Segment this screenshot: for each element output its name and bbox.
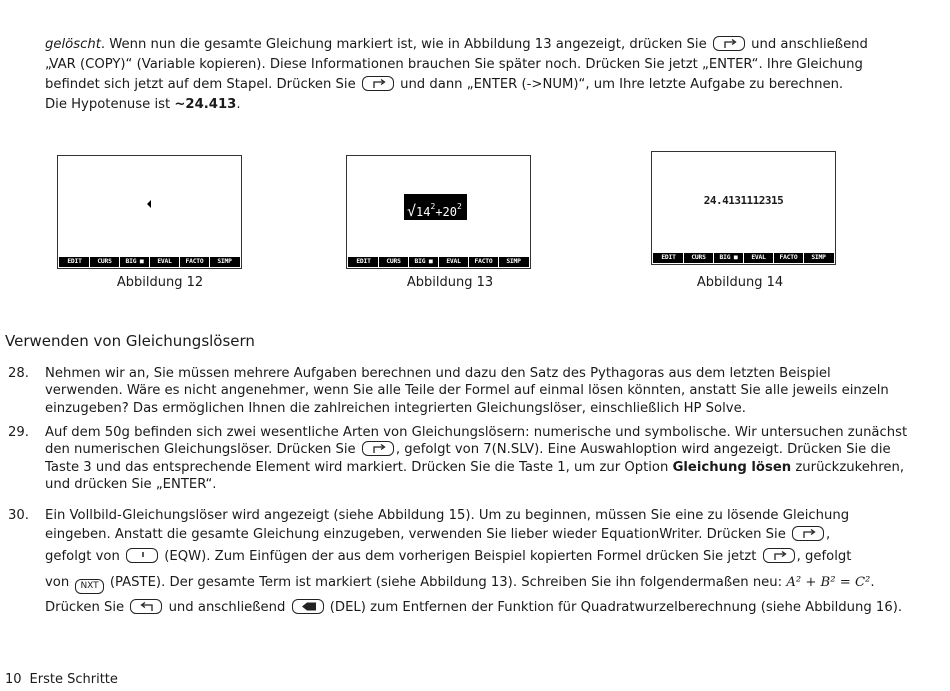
intro-paragraph (45, 35, 905, 115)
hypotenuse-value: ~24.413 (174, 97, 237, 112)
figure-13-screen (346, 155, 531, 269)
item-number: 30. (8, 508, 29, 523)
softkey-facto: FACTO (179, 257, 209, 267)
right-shift-key-icon (763, 548, 795, 563)
item-body (45, 365, 905, 417)
right-shift-key-icon (792, 526, 824, 541)
softkey-curs: CURS (378, 257, 408, 267)
softkey-eval: EVAL (743, 253, 773, 263)
item-line (45, 599, 905, 616)
figure-12-screen (57, 155, 242, 269)
softkey-edit: EDIT (661, 254, 676, 261)
item-line (45, 526, 905, 543)
item-line: einzugeben? Das ermöglichen Ihnen die zahlreichen integrierten Gleichungslöser, einschließlich HP Solve. (45, 400, 746, 416)
right-shift-key-icon (713, 36, 745, 51)
item-line (45, 548, 905, 565)
right-shift-key-icon (362, 441, 394, 456)
pythagoras-equation: A² + B² = C² (786, 574, 871, 590)
softkey-big: BIG ■ (408, 257, 438, 267)
item-text: , gefolgt (796, 548, 852, 564)
softkey-big: BIG ■ (119, 257, 149, 267)
softkey-simp: SIMP (209, 257, 239, 267)
item-line (45, 441, 905, 458)
expr-base-1: 14 (416, 205, 431, 219)
result-value: 24.4131112315 (703, 194, 784, 207)
expr-exp-2: 2 (457, 202, 462, 211)
item-line: verwenden. Wäre es nicht angenehmer, wenn Sie alle Teile der Formel auf einmal lösen könnten, anstatt Sie alle jeweils einzeln (45, 383, 889, 399)
softkey-facto: FACTO (773, 253, 803, 263)
softkey-big: BIG ■ (713, 253, 743, 263)
item-text: (PASTE). Der gesamte Term ist markiert (siehe Abbildung 13). Schreiben Sie ihn folgendermaßen neu: (109, 574, 783, 590)
item-text: gefolgt von (45, 548, 120, 564)
expr-plus: + (435, 205, 443, 219)
cursor-icon (146, 199, 154, 209)
intro-text-1: . Wenn nun die gesamte Gleichung markiert ist, wie in Abbildung 13 angezeigt, drücken Sie (100, 37, 707, 52)
item-body (45, 424, 908, 493)
item-number: 29. (8, 425, 29, 440)
item-line (45, 459, 905, 476)
intro-text-4c: . (236, 97, 241, 112)
item-number: 28. (8, 366, 29, 381)
item-text: . (870, 574, 875, 590)
softkey-edit: EDIT (67, 258, 82, 265)
softkey-eval: EVAL (149, 257, 179, 267)
item-text: eingeben. Anstatt die gesamte Gleichung einzugeben, verwenden Sie lieber wieder EquationWriter. Drücken Sie (45, 527, 786, 543)
figure-13-caption: Abbildung 13 (406, 275, 494, 290)
left-shift-key-icon (130, 599, 162, 614)
softkey-simp: SIMP (498, 257, 528, 267)
figure-14-caption: Abbildung 14 (696, 275, 784, 290)
section-heading: Verwenden von Gleichungslösern (5, 332, 255, 350)
item-line: und drücken Sie „ENTER“. (45, 476, 217, 492)
item-text: von (45, 574, 70, 590)
intro-text-3a: befindet sich jetzt auf dem Stapel. Drücken Sie (45, 77, 356, 92)
sqrt-icon: √ (407, 202, 417, 220)
option-name: Gleichung lösen (672, 459, 792, 475)
item-text: (DEL) zum Entfernen der Funktion für Quadratwurzelberechnung (siehe Abbildung 16). (329, 599, 903, 615)
page-footer (5, 672, 118, 687)
item-text: den numerischen Gleichungslöser. Drücken Sie (45, 442, 356, 458)
intro-text-4a: Die Hypotenuse ist (45, 97, 171, 112)
intro-line-4 (45, 95, 905, 115)
softkey-curs: CURS (89, 257, 119, 267)
nxt-key-icon: NXT (75, 579, 103, 594)
item-text: Drücken Sie (45, 599, 125, 615)
softkey-eval: EVAL (438, 257, 468, 267)
item-text: Taste 3 und das entsprechende Element wird markiert. Drücken Sie die Taste 1, um zur Option (45, 459, 669, 475)
intro-line-1 (45, 35, 905, 55)
softkey-facto: FACTO (468, 257, 498, 267)
intro-line-3 (45, 75, 905, 95)
page-number: 10 (5, 672, 22, 687)
intro-line-2: „VAR (COPY)“ (Variable kopieren). Diese Informationen brauchen Sie später noch. Drücken Sie jetzt „ENTER“. Ihre Gleichung (45, 57, 863, 72)
expr-exp-1: 2 (430, 202, 436, 211)
item-line: Ein Vollbild-Gleichungslöser wird angezeigt (siehe Abbildung 15). Um zu beginnen, müssen Sie eine zu lösende Gleichung (45, 508, 850, 523)
item-text: , gefolgt von 7(N.SLV). Eine Auswahloption wird angezeigt. Drücken Sie die (395, 442, 891, 458)
softkey-bar (59, 257, 240, 267)
item-text: (EQW). Zum Einfügen der aus dem vorherigen Beispiel kopierten Formel drücken Sie jetzt (164, 548, 757, 564)
figure-14-screen (651, 151, 836, 265)
softkey-bar (348, 257, 529, 267)
item-line (45, 574, 905, 594)
item-line: Auf dem 50g befinden sich zwei wesentliche Arten von Gleichungslösern: numerische und symbolische. Wir untersuchen zunächst (45, 425, 908, 440)
softkey-edit: EDIT (356, 258, 371, 265)
softkey-curs: CURS (683, 253, 713, 263)
item-text: zurückzukehren, (795, 459, 905, 475)
intro-text-1c: und anschließend (751, 37, 868, 52)
right-shift-key-icon (362, 76, 394, 91)
backspace-key-icon (292, 599, 324, 614)
expr-base-2: 20 (442, 205, 457, 219)
item-text: , (826, 527, 831, 543)
intro-text-3b: und dann „ENTER (->NUM)“, um Ihre letzte Aufgabe zu berechnen. (400, 77, 844, 92)
item-text: und anschließend (168, 599, 286, 615)
intro-italic-word: gelöscht (45, 37, 101, 52)
softkey-bar (653, 253, 834, 263)
highlighted-expression (404, 194, 467, 220)
item-line: Nehmen wir an, Sie müssen mehrere Aufgaben berechnen und dazu den Satz des Pythagoras aus dem letzten Beispiel (45, 366, 831, 381)
footer-title: Erste Schritte (29, 672, 118, 687)
figure-12-caption: Abbildung 12 (116, 275, 204, 290)
apostrophe-key-icon (126, 548, 158, 563)
item-body (45, 507, 905, 616)
softkey-simp: SIMP (803, 253, 833, 263)
